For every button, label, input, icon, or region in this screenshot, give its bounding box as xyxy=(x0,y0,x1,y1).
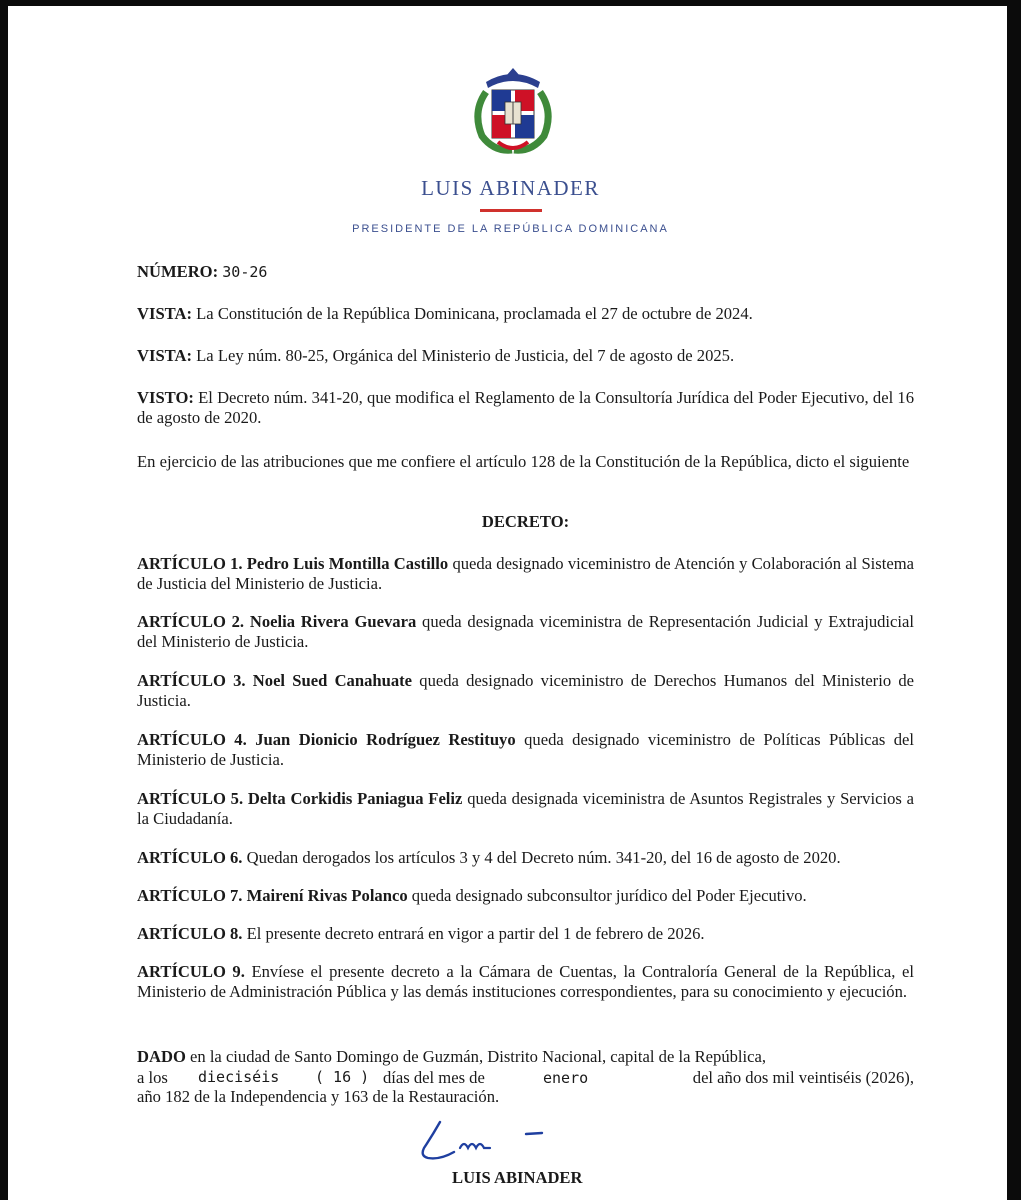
article-9 xyxy=(137,962,914,1002)
article-text: queda designada viceministra de Asuntos Registrales y Servicios a la Ciudadanía. xyxy=(137,789,914,828)
month: enero xyxy=(543,1069,589,1087)
article-label: ARTÍCULO 5. xyxy=(137,789,244,808)
vista-label: VISTA: xyxy=(137,304,193,323)
decree-number-value: 30-26 xyxy=(222,263,268,281)
article-appointee: Delta Corkidis Paniagua Feliz xyxy=(243,789,463,808)
dado-line-1 xyxy=(137,1047,914,1067)
vista-paragraph xyxy=(137,346,914,366)
article-text: queda designado viceministro de Atención y Colaboración al Sistema de Justicia del Ministerio de Justicia. xyxy=(137,554,914,593)
signature-name: LUIS ABINADER xyxy=(452,1168,583,1187)
header-subtitle: PRESIDENTE DE LA REPÚBLICA DOMINICANA xyxy=(352,223,669,235)
article-6 xyxy=(137,848,914,868)
dado-text: en la ciudad de Santo Domingo de Guzmán, Distrito Nacional, capital de la República, xyxy=(185,1047,767,1066)
dado-line-3: año 182 de la Independencia y 163 de la Restauración. xyxy=(137,1087,500,1106)
day-number: ( 16 ) xyxy=(315,1068,370,1086)
decree-number-label: NÚMERO: xyxy=(137,262,219,281)
article-text: queda designado subconsultor jurídico del Poder Ejecutivo. xyxy=(407,886,807,905)
scan-border-top xyxy=(0,0,1021,6)
header-name: LUIS ABINADER xyxy=(421,176,600,200)
article-1 xyxy=(137,554,914,594)
dado-month-prefix: días del mes de xyxy=(383,1068,485,1087)
vista-text: La Ley núm. 80-25, Orgánica del Ministerio de Justicia, del 7 de agosto de 2025. xyxy=(192,346,735,365)
header-divider xyxy=(480,209,542,212)
article-label: ARTÍCULO 2. xyxy=(137,612,245,631)
article-text: queda designado viceministro de Derechos Humanos del Ministerio de Justicia. xyxy=(137,671,915,710)
article-appointee: Noelia Rivera Guevara xyxy=(244,612,417,631)
article-appointee: Juan Dionicio Rodríguez Restituyo xyxy=(246,730,516,749)
article-label: ARTÍCULO 1. xyxy=(137,554,243,573)
article-appointee: Pedro Luis Montilla Castillo xyxy=(242,554,449,573)
article-text: Quedan derogados los artículos 3 y 4 del Decreto núm. 341-20, del 16 de agosto de 2020. xyxy=(242,848,841,867)
visto-text: El Decreto núm. 341-20, que modifica el Reglamento de la Consultoría Jurídica del Poder Ejecutivo, del 16 de agosto de 2020. xyxy=(137,388,914,427)
dado-label: DADO xyxy=(137,1047,186,1066)
article-text: El presente decreto entrará en vigor a partir del 1 de febrero de 2026. xyxy=(242,924,705,943)
vista-paragraph xyxy=(137,304,914,324)
article-8 xyxy=(137,924,914,944)
article-3 xyxy=(137,671,914,711)
article-label: ARTÍCULO 6. xyxy=(137,848,243,867)
article-label: ARTÍCULO 3. xyxy=(137,671,246,690)
decree-number xyxy=(137,262,914,282)
article-label: ARTÍCULO 4. xyxy=(137,730,247,749)
visto-label: VISTO: xyxy=(137,388,194,407)
article-text: Envíese el presente decreto a la Cámara de Cuentas, la Contraloría General de la República, el Ministerio de Administración Pública y las demás instituciones correspondientes, para su conocimiento y ejecución. xyxy=(137,962,914,1001)
article-label: ARTÍCULO 9. xyxy=(137,962,245,981)
vista-label: VISTA: xyxy=(137,346,193,365)
handwritten-signature xyxy=(418,1118,554,1162)
article-5 xyxy=(137,789,914,829)
article-label: ARTÍCULO 8. xyxy=(137,924,243,943)
article-2 xyxy=(137,612,914,652)
article-4 xyxy=(137,730,914,770)
day-words: dieciséis xyxy=(198,1068,280,1086)
article-appointee: Noel Sued Canahuate xyxy=(245,671,413,690)
article-label: ARTÍCULO 7. xyxy=(137,886,243,905)
preamble: En ejercicio de las atribuciones que me confiere el artículo 128 de la Constitución de la República, dicto el siguiente xyxy=(137,452,910,471)
article-text: queda designada viceministra de Representación Judicial y Extrajudicial del Ministerio de Justicia. xyxy=(137,612,914,651)
decreto-title: DECRETO: xyxy=(481,512,570,531)
dado-a-los: a los xyxy=(137,1068,168,1087)
coat-of-arms-icon xyxy=(468,62,558,158)
dado-year: del año dos mil veintiséis (2026), xyxy=(692,1068,914,1087)
article-appointee: Mairení Rivas Polanco xyxy=(242,886,408,905)
vista-text: La Constitución de la República Dominicana, proclamada el 27 de octubre de 2024. xyxy=(192,304,753,323)
visto-paragraph xyxy=(137,388,914,428)
article-text: queda designado viceministro de Políticas Públicas del Ministerio de Justicia. xyxy=(137,730,914,769)
article-7 xyxy=(137,886,914,906)
